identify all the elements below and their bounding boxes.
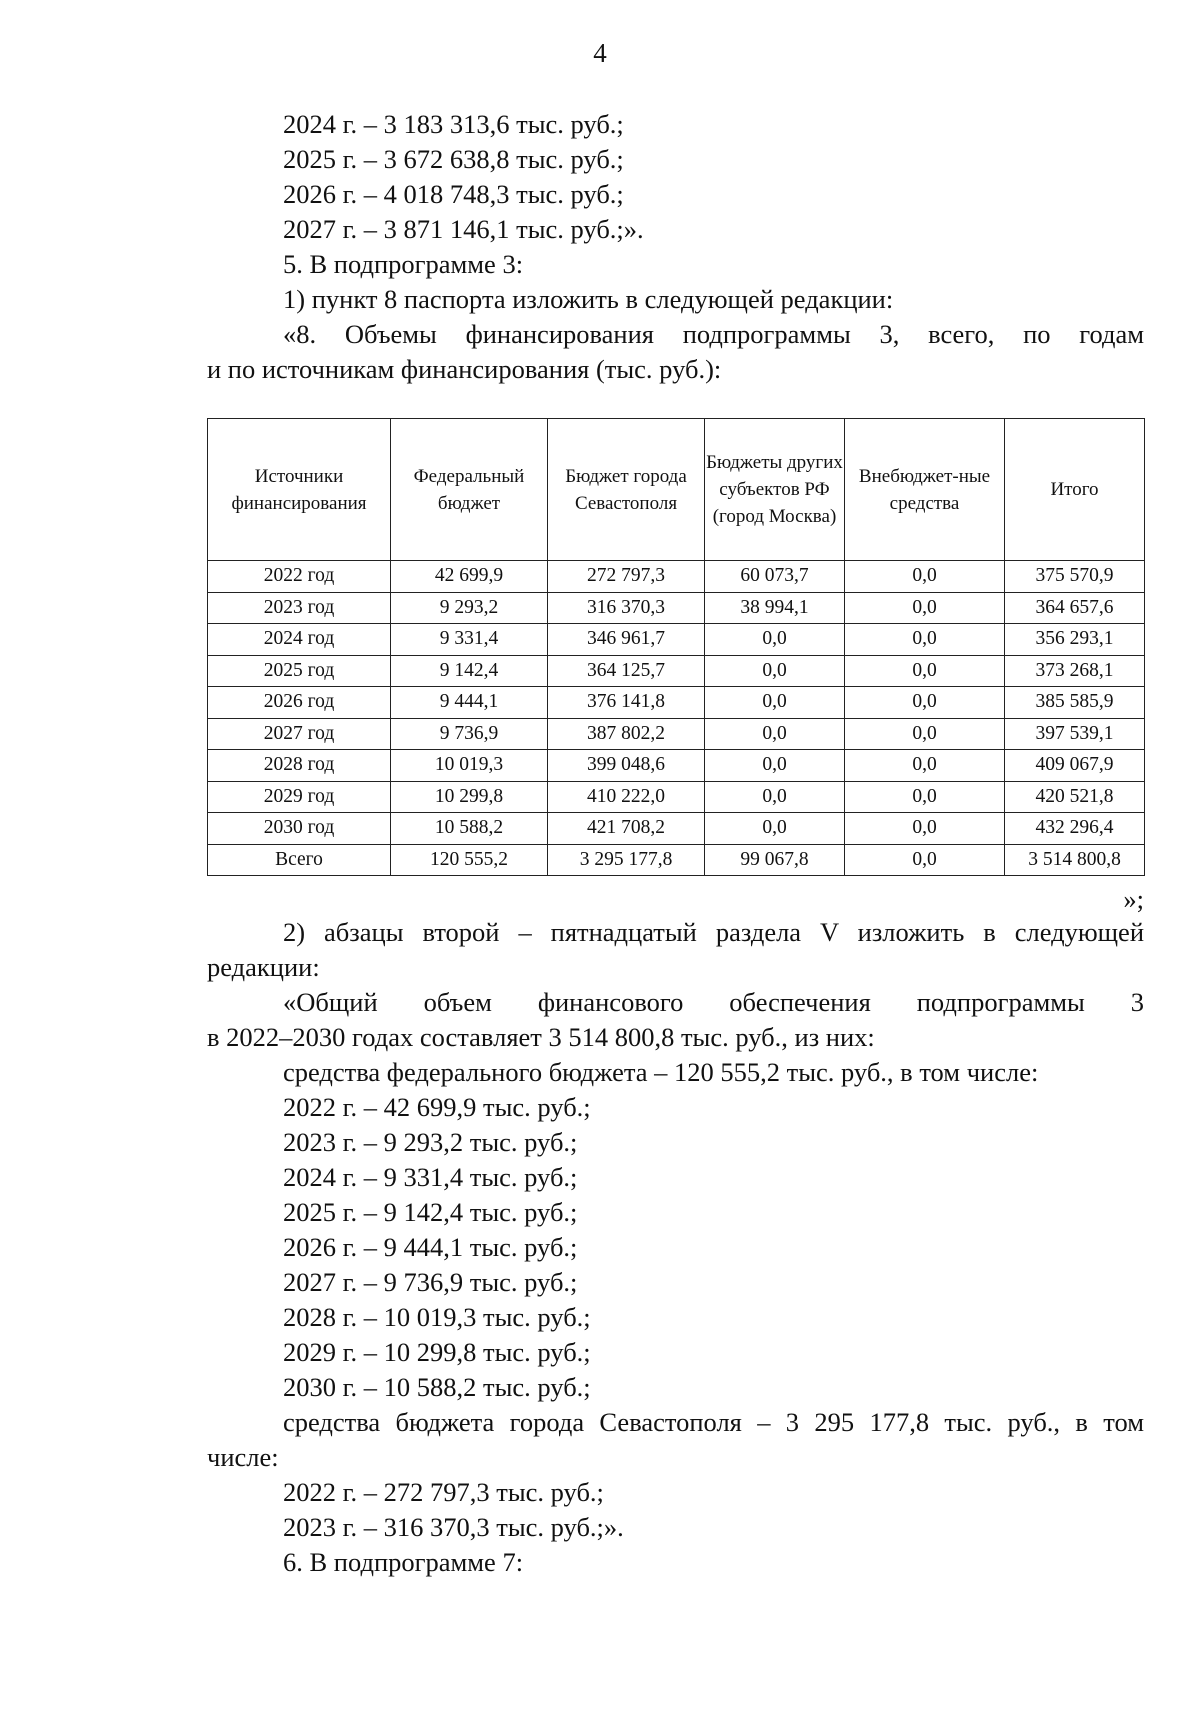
section-heading: 5. В подпрограмме 3: bbox=[283, 249, 524, 279]
paragraph-line: 2) абзацы второй – пятнадцатый раздела V изложить в следующей bbox=[283, 917, 1144, 947]
table-cell: 387 802,2 bbox=[548, 718, 705, 750]
federal-year-line: 2025 г. – 9 142,4 тыс. руб.; bbox=[283, 1197, 578, 1227]
table-cell: 2026 год bbox=[208, 687, 391, 719]
table-cell: 0,0 bbox=[845, 718, 1005, 750]
table-cell: 99 067,8 bbox=[705, 844, 845, 876]
table-cell: 2029 год bbox=[208, 781, 391, 813]
table-cell: 364 125,7 bbox=[548, 655, 705, 687]
table-row bbox=[208, 561, 1145, 593]
table-cell: 9 142,4 bbox=[391, 655, 548, 687]
paragraph-line: в 2022–2030 годах составляет 3 514 800,8 тыс. руб., из них: bbox=[207, 1022, 875, 1052]
table-cell: 0,0 bbox=[845, 561, 1005, 593]
header-other-subjects: Бюджеты других субъектов РФ (город Москва) bbox=[705, 419, 845, 561]
sevastopol-intro: средства бюджета города Севастополя – 3 295 177,8 тыс. руб., в том bbox=[283, 1407, 1144, 1437]
sevastopol-year-line: 2023 г. – 316 370,3 тыс. руб.;». bbox=[283, 1512, 624, 1542]
table-cell: 376 141,8 bbox=[548, 687, 705, 719]
table-cell: 3 514 800,8 bbox=[1005, 844, 1145, 876]
header-extrabudgetary: Внебюджет-ные средства bbox=[845, 419, 1005, 561]
table-cell: 9 736,9 bbox=[391, 718, 548, 750]
paragraph-line: и по источникам финансирования (тыс. руб.): bbox=[207, 354, 722, 384]
table-row bbox=[208, 687, 1145, 719]
table-cell: 0,0 bbox=[845, 781, 1005, 813]
table-cell: 399 048,6 bbox=[548, 750, 705, 782]
sevastopol-intro-cont: числе: bbox=[207, 1442, 279, 1472]
table-cell: 120 555,2 bbox=[391, 844, 548, 876]
header-sources: Источники финансирования bbox=[208, 419, 391, 561]
text-line: 1) пункт 8 паспорта изложить в следующей редакции: bbox=[283, 284, 894, 314]
sevastopol-year-line: 2022 г. – 272 797,3 тыс. руб.; bbox=[283, 1477, 604, 1507]
table-cell: 421 708,2 bbox=[548, 813, 705, 845]
table-cell: Всего bbox=[208, 844, 391, 876]
table-cell: 2028 год bbox=[208, 750, 391, 782]
federal-year-line: 2026 г. – 9 444,1 тыс. руб.; bbox=[283, 1232, 578, 1262]
paragraph-line: «8. Объемы финансирования подпрограммы 3, всего, по годам bbox=[283, 319, 1144, 349]
table-cell: 0,0 bbox=[705, 781, 845, 813]
table-cell: 2024 год bbox=[208, 624, 391, 656]
table-cell: 420 521,8 bbox=[1005, 781, 1145, 813]
federal-year-line: 2030 г. – 10 588,2 тыс. руб.; bbox=[283, 1372, 591, 1402]
table-row bbox=[208, 750, 1145, 782]
table-cell: 9 293,2 bbox=[391, 592, 548, 624]
table-cell: 0,0 bbox=[705, 718, 845, 750]
table-cell: 364 657,6 bbox=[1005, 592, 1145, 624]
table-row bbox=[208, 813, 1145, 845]
federal-year-line: 2022 г. – 42 699,9 тыс. руб.; bbox=[283, 1092, 591, 1122]
table-cell: 385 585,9 bbox=[1005, 687, 1145, 719]
table-cell: 0,0 bbox=[705, 687, 845, 719]
table-row bbox=[208, 718, 1145, 750]
table-cell: 346 961,7 bbox=[548, 624, 705, 656]
table-cell: 432 296,4 bbox=[1005, 813, 1145, 845]
table-row bbox=[208, 655, 1145, 687]
table-cell: 9 331,4 bbox=[391, 624, 548, 656]
table-cell: 38 994,1 bbox=[705, 592, 845, 624]
federal-year-line: 2023 г. – 9 293,2 тыс. руб.; bbox=[283, 1127, 578, 1157]
table-cell: 0,0 bbox=[845, 655, 1005, 687]
table-cell: 272 797,3 bbox=[548, 561, 705, 593]
table-close-quote: »; bbox=[1123, 884, 1144, 914]
table-cell: 2023 год bbox=[208, 592, 391, 624]
section-heading: 6. В подпрограмме 7: bbox=[283, 1547, 524, 1577]
table-cell: 10 299,8 bbox=[391, 781, 548, 813]
table-cell: 9 444,1 bbox=[391, 687, 548, 719]
table-cell: 0,0 bbox=[705, 655, 845, 687]
table-cell: 316 370,3 bbox=[548, 592, 705, 624]
table-cell: 410 222,0 bbox=[548, 781, 705, 813]
table-cell: 0,0 bbox=[705, 624, 845, 656]
header-federal: Федеральный бюджет bbox=[391, 419, 548, 561]
paragraph-line: «Общий объем финансового обеспечения подпрограммы 3 bbox=[283, 987, 1144, 1017]
table-cell: 60 073,7 bbox=[705, 561, 845, 593]
table-cell: 10 019,3 bbox=[391, 750, 548, 782]
table-row bbox=[208, 592, 1145, 624]
table-cell: 2025 год bbox=[208, 655, 391, 687]
table-cell: 10 588,2 bbox=[391, 813, 548, 845]
header-total: Итого bbox=[1005, 419, 1145, 561]
table-cell: 356 293,1 bbox=[1005, 624, 1145, 656]
table-cell: 0,0 bbox=[845, 592, 1005, 624]
table-cell: 373 268,1 bbox=[1005, 655, 1145, 687]
table-total-row bbox=[208, 844, 1145, 876]
table-cell: 0,0 bbox=[845, 624, 1005, 656]
federal-year-line: 2027 г. – 9 736,9 тыс. руб.; bbox=[283, 1267, 578, 1297]
table-cell: 2027 год bbox=[208, 718, 391, 750]
table-cell: 0,0 bbox=[705, 750, 845, 782]
table-cell: 0,0 bbox=[845, 844, 1005, 876]
table-row bbox=[208, 624, 1145, 656]
table-header-row bbox=[208, 419, 1145, 561]
table-cell: 0,0 bbox=[845, 750, 1005, 782]
table-cell: 2022 год bbox=[208, 561, 391, 593]
table-cell: 3 295 177,8 bbox=[548, 844, 705, 876]
table-cell: 2030 год bbox=[208, 813, 391, 845]
header-sevastopol: Бюджет города Севастополя bbox=[548, 419, 705, 561]
table-row bbox=[208, 781, 1145, 813]
text-line: 2024 г. – 3 183 313,6 тыс. руб.; bbox=[283, 109, 624, 139]
table-cell: 375 570,9 bbox=[1005, 561, 1145, 593]
paragraph-line: редакции: bbox=[207, 952, 320, 982]
table-cell: 42 699,9 bbox=[391, 561, 548, 593]
financing-table bbox=[207, 418, 1145, 876]
table-cell: 409 067,9 bbox=[1005, 750, 1145, 782]
text-line: 2026 г. – 4 018 748,3 тыс. руб.; bbox=[283, 179, 624, 209]
text-line: 2025 г. – 3 672 638,8 тыс. руб.; bbox=[283, 144, 624, 174]
text-line: 2027 г. – 3 871 146,1 тыс. руб.;». bbox=[283, 214, 644, 244]
table-cell: 0,0 bbox=[845, 813, 1005, 845]
federal-intro: средства федерального бюджета – 120 555,2 тыс. руб., в том числе: bbox=[283, 1057, 1039, 1087]
table-cell: 0,0 bbox=[705, 813, 845, 845]
table-cell: 397 539,1 bbox=[1005, 718, 1145, 750]
table-cell: 0,0 bbox=[845, 687, 1005, 719]
federal-year-line: 2029 г. – 10 299,8 тыс. руб.; bbox=[283, 1337, 591, 1367]
federal-year-line: 2028 г. – 10 019,3 тыс. руб.; bbox=[283, 1302, 591, 1332]
page-number: 4 bbox=[593, 38, 607, 68]
federal-year-line: 2024 г. – 9 331,4 тыс. руб.; bbox=[283, 1162, 578, 1192]
